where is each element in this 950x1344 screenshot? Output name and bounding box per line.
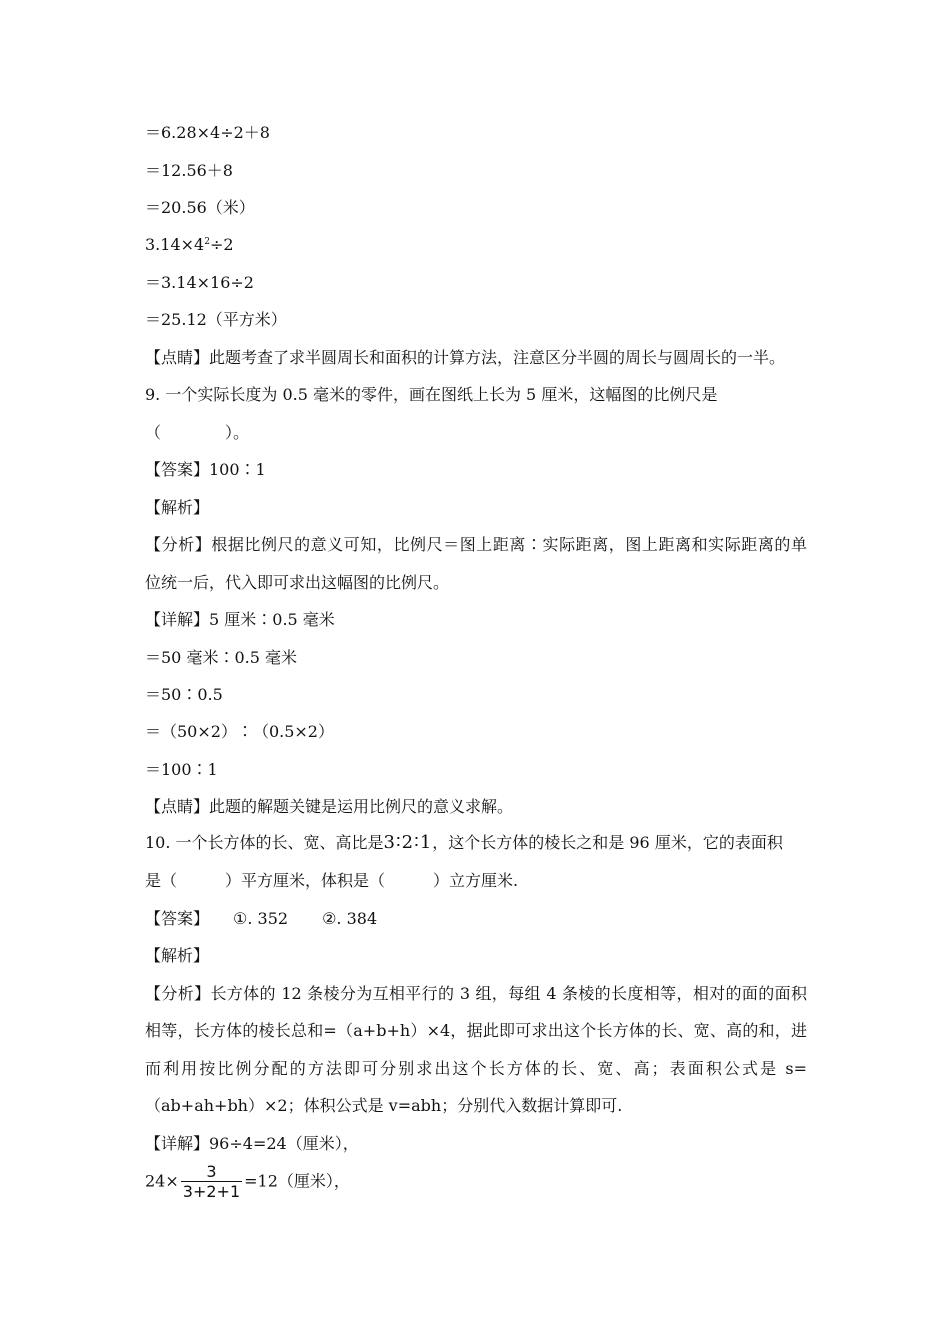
analysis-9-line: 位统一后，代入即可求出这幅图的比例尺。 (145, 573, 450, 592)
fraction (181, 1163, 242, 1201)
calc-line: ＝25.12（平方米） (145, 310, 287, 329)
detail-9-line: ＝100∶1 (145, 760, 218, 779)
question-10-prefix: 10. 一个长方体的长、宽、高比是 (145, 833, 384, 852)
calc-line: ＝3.14×16÷2 (145, 273, 254, 292)
detail-9-line: ＝50∶0.5 (145, 685, 223, 704)
detail-10-fraction-line (145, 1163, 350, 1201)
detail-10-line: 【详解】96÷4=24（厘米）， (145, 1134, 359, 1153)
question-9-text: 9. 一个实际长度为 0.5 毫米的零件，画在图纸上长为 5 厘米，这幅图的比例尺是 (145, 385, 718, 404)
analysis-10-line: 而利用按比例分配的方法即可分别求出这个长方体的长、宽、高；表面积公式是 s= (145, 1059, 807, 1078)
exponent: 2 (204, 237, 210, 247)
question-10-blanks: 是（ ）平方厘米，体积是（ ）立方厘米. (145, 871, 519, 890)
dianjing-note: 【点睛】此题考查了求半圆周长和面积的计算方法，注意区分半圆的周长与圆周长的一半。 (145, 348, 786, 367)
calc-line: ＝12.56＋8 (145, 161, 233, 180)
calc-line: ＝20.56（米） (145, 198, 255, 217)
answer-label: 【答案】 (145, 909, 210, 928)
detail-9-line: 【详解】5 厘米∶0.5 毫米 (145, 610, 335, 629)
detail-9-line: ＝50 毫米∶0.5 毫米 (145, 648, 297, 667)
calc-text: 24× (145, 1171, 179, 1191)
ratio-expression: 3∶2∶1 (383, 832, 433, 853)
detail-9-line: ＝（50×2）∶（0.5×2） (145, 722, 334, 741)
fraction-denominator: 3+2+1 (182, 1182, 241, 1201)
calc-text: =12（厘米）， (244, 1171, 350, 1191)
calc-text: ÷2 (209, 235, 234, 254)
dianjing-9: 【点睛】此题的解题关键是运用比例尺的意义求解。 (145, 797, 514, 816)
analysis-10-line: 相等，长方体的棱长总和=（a+b+h）×4，据此即可求出这个长方体的长、宽、高的和，进 (145, 1021, 807, 1040)
question-9-blank: （ ）。 (145, 423, 250, 442)
answer-10-part-2: ②. 384 (322, 909, 378, 928)
analysis-10-line: 【分析】长方体的 12 条棱分为互相平行的 3 组，每组 4 条棱的长度相等，相对的面的面积 (145, 984, 807, 1003)
answer-9: 【答案】100∶1 (145, 460, 266, 479)
answer-10 (145, 908, 377, 930)
analysis-9-label: 【解析】 (145, 498, 210, 517)
fraction-numerator: 3 (206, 1162, 217, 1181)
analysis-10-label: 【解析】 (145, 946, 210, 965)
answer-10-part-1: ①. 352 (233, 909, 289, 928)
calc-line: ＝6.28×4÷2＋8 (145, 123, 270, 142)
analysis-10-line: （ab+ah+bh）×2；体积公式是 v=abh；分别代入数据计算即可. (145, 1096, 623, 1115)
calc-text: 3.14×4 (145, 235, 205, 254)
question-10-text (145, 832, 783, 854)
analysis-9-line: 【分析】根据比例尺的意义可知，比例尺＝图上距离∶实际距离，图上距离和实际距离的单 (145, 535, 807, 554)
question-10-suffix: ，这个长方体的棱长之和是 96 厘米，它的表面积 (432, 833, 783, 852)
calc-line (145, 234, 234, 256)
